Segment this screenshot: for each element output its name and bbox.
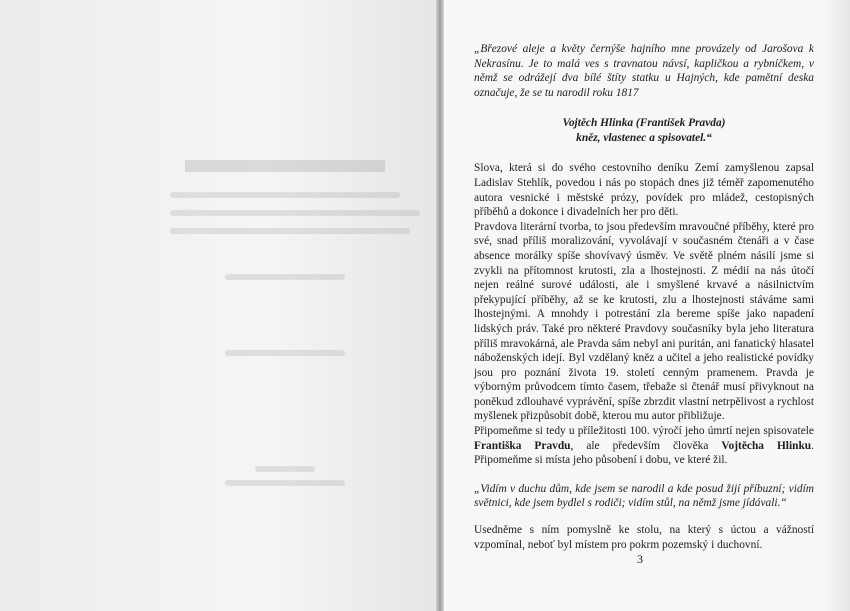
page-edge-shadow (824, 0, 850, 611)
pen-name-bold: Františka Pravdu (474, 439, 571, 452)
closing-quote: „Vidím v duchu dům, kde jsem se narodil a kde posud žijí příbuzní; vidím světnici, kde jsem bydlel s rodiči; vidím stůl, na němž jsme jídávali.“ (474, 482, 814, 510)
real-name-bold: Vojtěcha Hlinku (721, 439, 812, 452)
epigraph (474, 116, 814, 145)
epigraph-name: Vojtěch Hlinka (František Pravda) (562, 117, 726, 130)
book-gutter (436, 0, 444, 611)
paragraph-2: Pravdova literární tvorba, to jsou především mravoučné příběhy, které pro své, snad příliš moralizování, vyvolávají v současném čtenáři a v čase absence morálky spíše shovívavý úsměv. Ve světě plném násilí jsme si zvykli na přítomnost krutosti, zla a lhostejnosti. Z médií na nás útočí nejen reálné surové události, ale i smyšlené krvavé a násilnictvím překypující příběhy, až se ke krutosti, zlu a lhostejnosti stáváme sami lhostejnými. A mnohdy i potrestání zla bereme spíše jako napadení lidských práv. Také pro některé Pravdovy současníky byla jeho literatura příliš mravokárná, ale Pravda sám nebyl ani puritán, ani fanatický hlasatel náboženských idejí. Byl vzdělaný kněz a učitel a jeho realistické povídky jsou pro poznání života 19. století cenným pramenem. Pravda je výborným průvodcem tímto časem, třebaže si čtenář musí přivyknout na poněkud zdlouhavé vyprávění, spíše zbrzdit vlastní netrpělivost a rychlost myšlenek přizpůsobit době, kterou mu autor přibližuje. (474, 220, 814, 423)
paragraph-1: Slova, která si do svého cestovního deníku Zemí zamyšlenou zapsal Ladislav Stehlík, povedou i nás po stopách dnes již téměř zapomenutého autora vesnické i městské prózy, povídek pro mládež, cestopisných příběhů a dokonce i divadelních her pro děti. (474, 162, 814, 219)
closing-paragraph: Usedněme s ním pomyslně ke stolu, na který s úctou a vážností vzpomínal, neboť byl místem pro pokrm pozemský i duchovní. (474, 524, 814, 551)
paragraph-3-text-a: Připomeňme si tedy u příležitosti 100. výročí jeho úmrtí nejen spisovatele (474, 425, 814, 438)
paragraph-3 (474, 424, 814, 468)
epigraph-role: kněz, vlastenec a spisovatel.“ (576, 131, 712, 144)
paragraph-3-text-c: . Připomeňme si místa jeho působení i dobu, ve které žil. (474, 439, 814, 467)
intro-quote: „Březové aleje a květy černýše hajního mne provázely od Jarošova k Nekrasínu. Je to malá ves s travnatou návsí, kapličkou a rybníčkem, v němž se odrážejí dva bílé štíty statku u Hajných, kde pamětní deska označuje, že se tu narodil roku 1817 (474, 43, 814, 99)
show-through-text (150, 130, 420, 490)
paragraph-3-text-b: , ale především člověka (570, 439, 722, 452)
page-text (474, 42, 814, 552)
page-number: 3 (637, 552, 643, 566)
